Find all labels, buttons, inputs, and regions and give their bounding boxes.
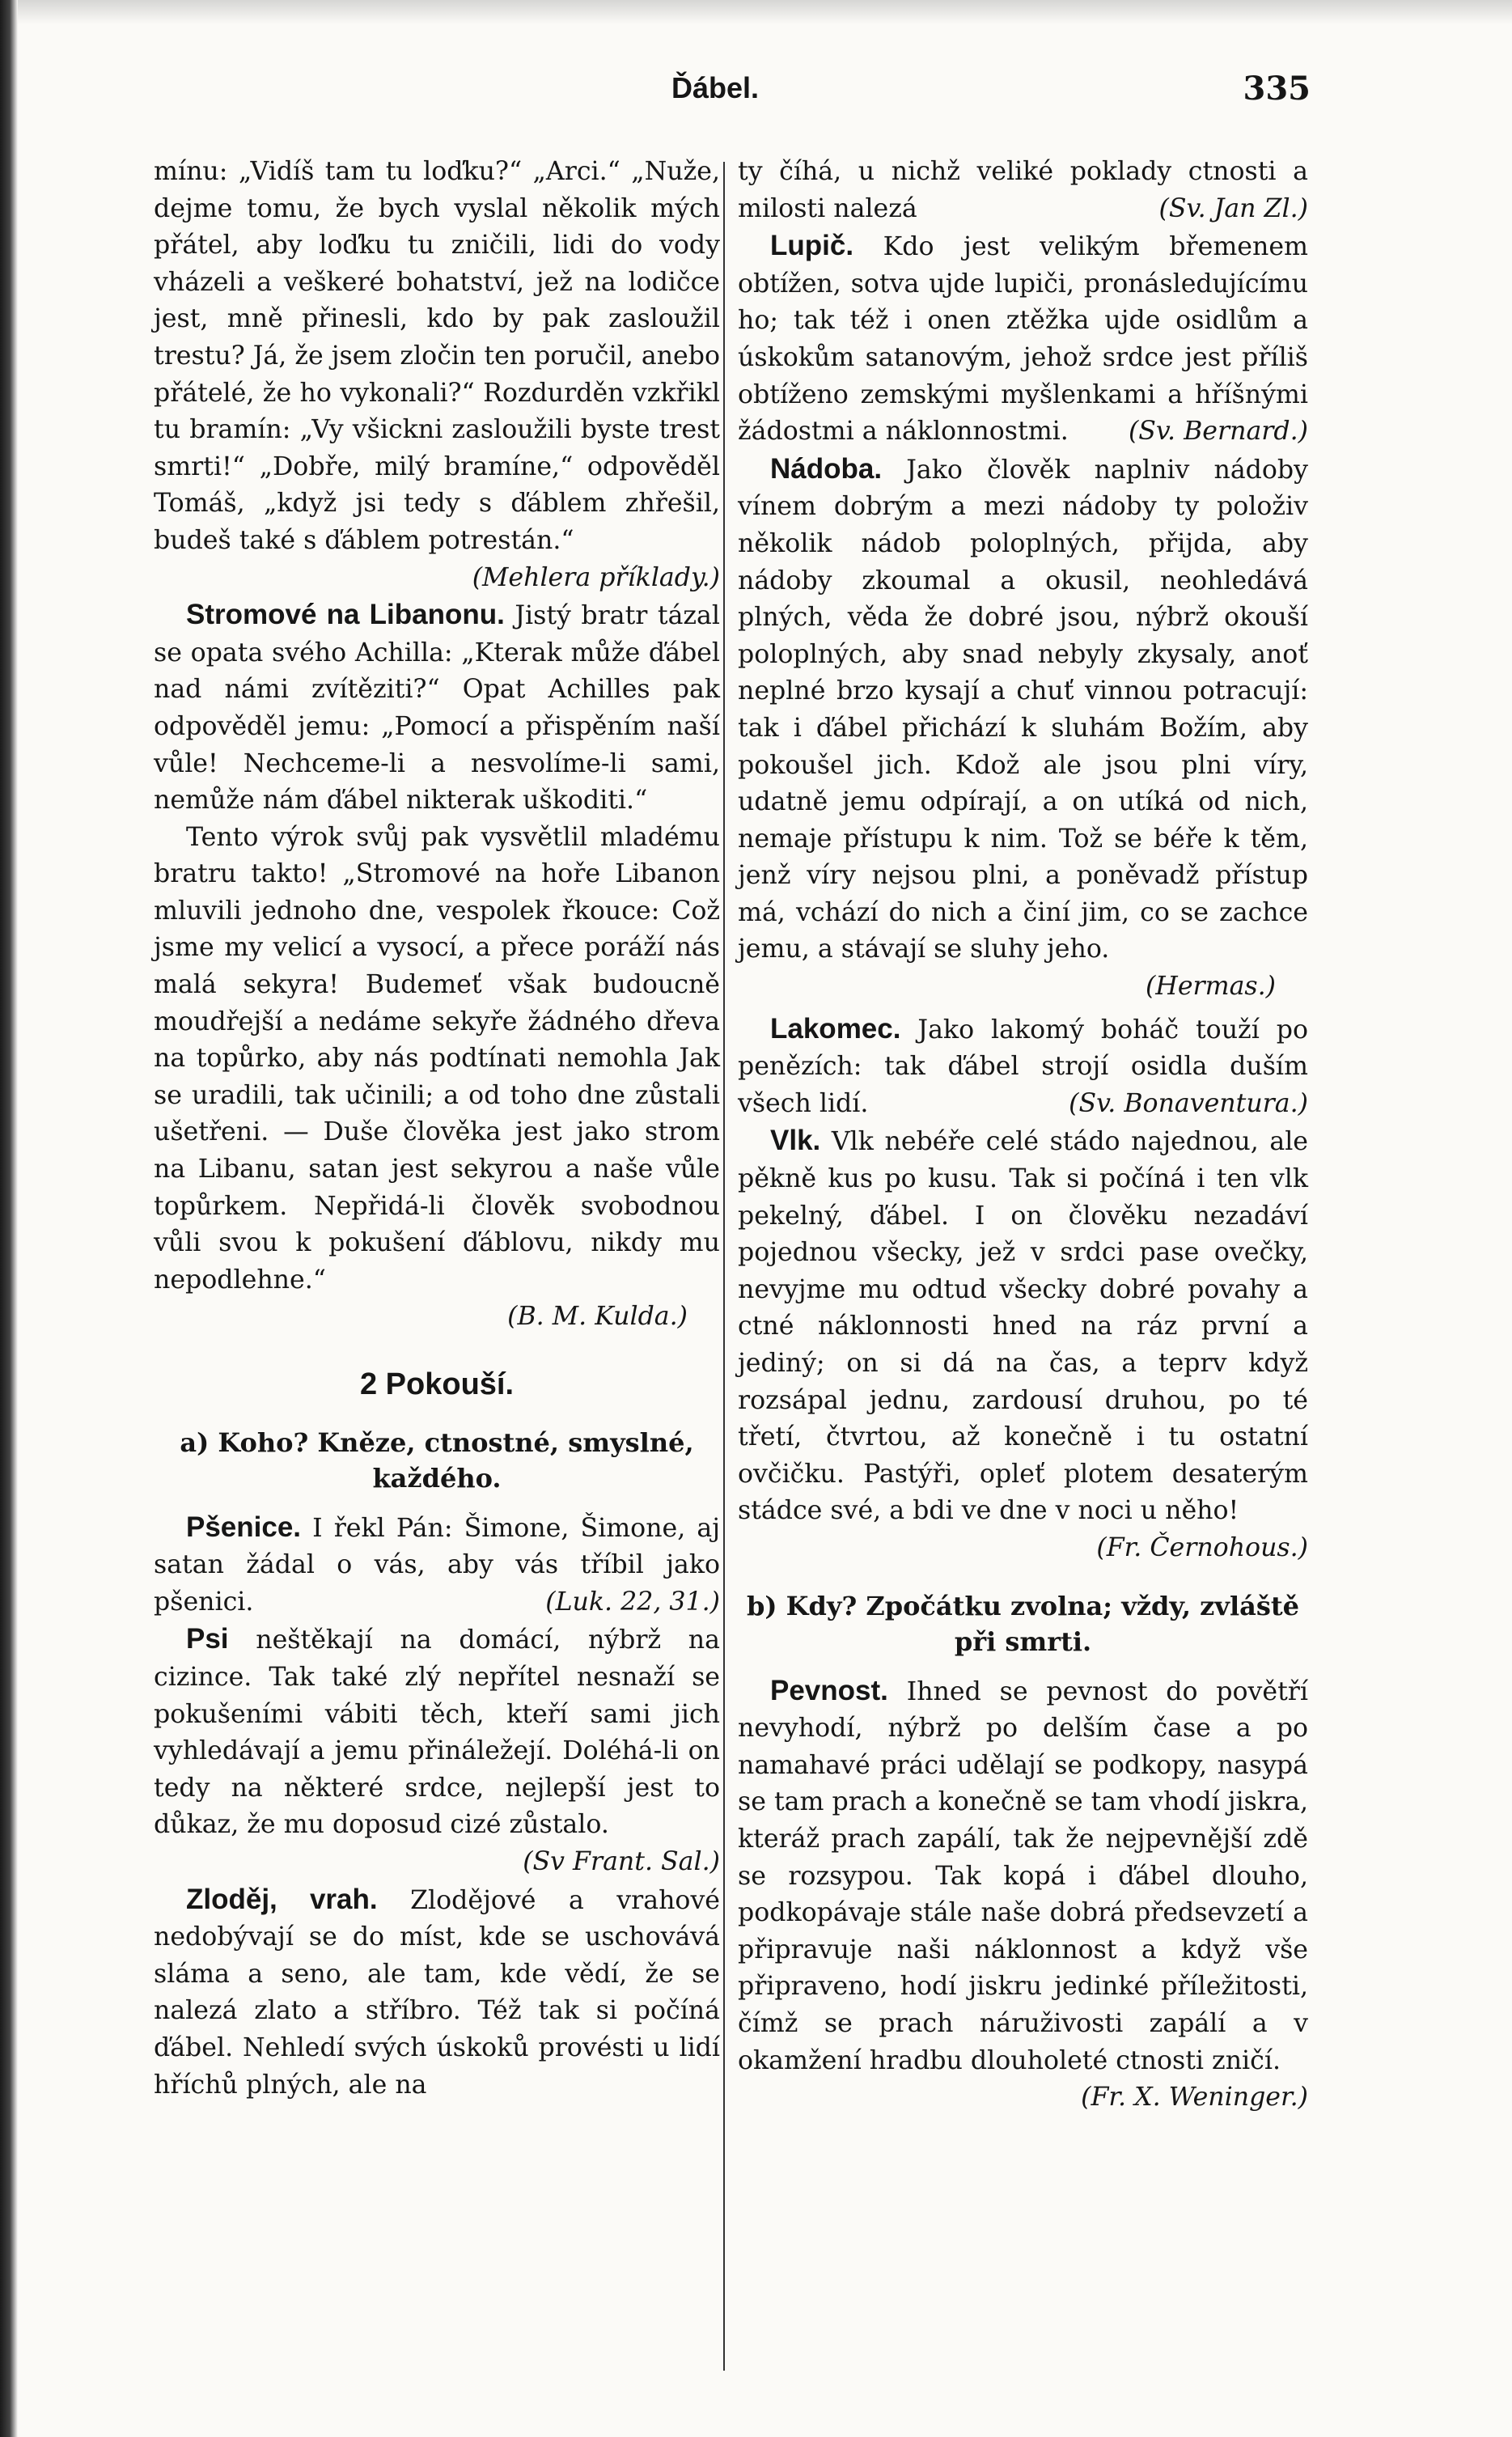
entry-keyword: Psi — [186, 1623, 229, 1655]
source-citation: (B. M. Kulda.) — [507, 1302, 688, 1332]
source-citation: (Luk. 22, 31.) — [545, 1587, 720, 1617]
paragraph-text: Jako člověk naplniv nádoby vínem dobrým a mezi nádoby ty položiv několik nádob poloplných, přijda, aby nádoby zkoumal a okusil, neohledává plných, věda že dobré jsou, nýbrž okouší poloplných, aby snad nebyly zkysaly, anoť neplné brzo kysají a chuť vinnou potracují: tak i ďábel přichází k sluhám Božím, aby pokoušel jich. Kdož ale jsou plni víry, udatně jemu odpírají, a on utíká od nich, nemaje přístupu k nim. Tož se béře k těm, jenž víry nejsou plni, a poněvadž přístup má, vchází do nich a činí jim, co se zachce jemu, a stávají se sluhy jeho. — [738, 455, 1308, 964]
paragraph-wolf — [738, 1122, 1308, 1562]
paragraph-fortress — [738, 1672, 1308, 2113]
paragraph-thief-murderer — [154, 1881, 720, 2104]
column-divider — [723, 162, 725, 2371]
paragraph-text: Kdo jest velikým břemenem obtížen, sotva ujde lupiči, pronásledujícímu ho; tak též i onen ztěžka ujde osidlům a úskokům satanovým, jehož srdce jest příliš obtíženo zemskými myšlenkami a hříšnými žádostmi a náklonnostmi. — [738, 232, 1308, 447]
right-column — [738, 154, 1308, 2117]
entry-keyword: Pšenice. — [186, 1511, 302, 1543]
paragraph-wheat — [154, 1509, 720, 1621]
scan-top-shadow — [0, 0, 1512, 24]
paragraph-miser — [738, 1011, 1308, 1123]
running-head-title: Ďábel. — [671, 71, 760, 104]
entry-keyword: Stromové na Libanonu. — [186, 599, 505, 631]
source-citation: (Fr. X. Weninger.) — [1081, 2083, 1308, 2113]
paragraph-text: Vlk nebéře celé stádo najednou, ale pěkně kus po kusu. Tak si počíná i ten vlk pekelný, ďábel. I on člověku nezadáví pojednou všecky, jež v srdci pase ovečky, nevyjme mu odtud všecky dobré povahy a ctné náklonnosti hned na ráz první a jediný; on si dá na čas, a teprv když rozsápal jednu, zardousí druhou, po té třetí, čtvrtou, až konečně i tu ostatní ovčičku. Pastýři, opleť plotem desaterým stádce své, a bdi ve dne v noci u něho! — [738, 1127, 1308, 1526]
paragraph-vessel — [738, 451, 1308, 968]
entry-keyword: Lakomec. — [770, 1012, 901, 1045]
paragraph-text: Tento výrok svůj pak vysvětlil mladému bratru takto! „Stromové na hoře Libanon mluvili jednoho dne, vespolek řkouce: Což jsme my velicí a vysocí, a přece poráží nás malá sekyra! Budemeť však budoucně moudřejší a nedáme sekyře žádného dřeva na topůrko, aby nás podtínati nemohla Jak se uradili, tak učinili; a od toho dne zůstali ušetřeni. — Duše člověka jest jako strom na Libanu, satan jest sekyrou a naše vůle topůrkem. Nepřidá-li člověk svobodnou vůli svou k pokušení ďáblovu, nikdy mu nepodlehne.“ — [154, 822, 720, 1295]
paragraph-text: Zlodějové a vrahové nedobývají se do míst, kde se uschovává sláma a seno, ale tam, kde vědí, že se nalezá zlato a stříbro. Též tak si počíná ďábel. Nehledí svých úskoků provésti u lidí hříchů plných, ale na — [154, 1885, 720, 2100]
paragraph-text: Ihned se pevnost do povětří nevyhodí, nýbrž po delším čase a po namahavé práci udělají se podkopy, nasypá se tam prach a konečně se tam vhodí jiskra, kteráž prach zapálí, tak že nejpevnější zdě se rozsypou. Tak kopá i ďábel dlouho, podkopávaje stále naše dobrá předsevzetí a připravuje naši náklonnost a když vše připraveno, hodí jiskru jedinké příležitosti, čímž se prach náruživosti zapálí a v okamžení hradbu dlouholeté ctnosti zničí. — [738, 1676, 1308, 2075]
entry-keyword: Pevnost. — [770, 1674, 888, 1706]
paragraph-text: mínu: „Vidíš tam tu loďku?“ „Arci.“ „Nuže, dejme tomu, že bych vyslal několik mých přátel, aby loďku tu zničili, lidi do vody vházeli a veškeré bohatství, jež na lodičce jest, mně přinesli, kdo by pak zasloužil trestu? Já, že jsem zločin ten poručil, anebo přátelé, že ho vykonali?“ Rozdurděn vzkřikl tu bramín: „Vy všickni zasloužili byste trest smrti!“ „Dobře, milý bramíne,“ odpověděl Tomáš, „když jsi tedy s ďáblem zhřešil, budeš také s ďáblem potrestán.“ — [154, 157, 720, 555]
paragraph-robber — [738, 227, 1308, 451]
paragraph-text: Jako lakomý boháč touží po penězích: tak ďábel strojí osidla duším všech lidí. — [738, 1015, 1308, 1118]
source-line — [738, 968, 1308, 1006]
paragraph-text: I řekl Pán: Šimone, Šimone, aj satan žádal o vás, aby vás tříbil jako pšenici. — [154, 1513, 721, 1617]
paragraph-cedars-of-lebanon — [154, 596, 720, 820]
entry-keyword: Lupič. — [770, 230, 854, 262]
paragraph-text: neštěkají na domácí, nýbrž na cizince. Tak také zlý nepřítel nesnaží se pokušeními vábiti těch, kteří sami jich vyhledávají a jemu přináležejí. Doléhá-li on tedy na některé srdce, nejlepší jest to důkaz, že mu doposud cizé zůstalo. — [154, 1625, 720, 1840]
subsection-heading-b: b) Kdy? Zpočátku zvolna; vždy, zvláště při smrti. — [747, 1590, 1299, 1657]
scan-binding-edge — [0, 0, 18, 2437]
running-head — [154, 65, 1311, 113]
source-line — [154, 1299, 720, 1336]
source-citation: (Hermas.) — [1145, 972, 1276, 1002]
paragraph-text: ty číhá, u nichž veliké poklady ctnosti a milosti nalezá — [738, 157, 1308, 223]
entry-keyword: Vlk. — [770, 1125, 821, 1157]
source-citation: (Fr. Černohous.) — [1096, 1532, 1308, 1562]
source-citation: (Sv. Bernard.) — [1128, 417, 1308, 447]
section-heading: 2 Pokouší. — [359, 1367, 515, 1401]
entry-keyword: Nádoba. — [770, 452, 883, 485]
source-citation: (Sv. Jan Zl.) — [1158, 193, 1308, 223]
subsection-heading-a: a) Koho? Kněze, ctnostné, smyslné, každého. — [180, 1426, 694, 1494]
source-citation: (Sv. Bonaventura.) — [1069, 1088, 1308, 1118]
source-citation: (Sv Frant. Sal.) — [523, 1846, 720, 1876]
paragraph-brahmin-story — [154, 154, 720, 592]
paragraph-continuation — [738, 154, 1308, 227]
left-column — [154, 154, 720, 2104]
source-citation: (Mehlera příklady.) — [472, 562, 720, 592]
entry-keyword: Zloděj, vrah. — [186, 1883, 378, 1915]
paragraph-dogs — [154, 1621, 720, 1876]
paragraph-explanation — [154, 820, 720, 1299]
page-number: 335 — [1243, 70, 1311, 108]
paragraph-text: Jistý bratr tázal se opata svého Achilla: „Kterak může ďábel nad námi zvítěziti?“ Opat Achilles pak odpověděl jemu: „Pomocí a přispěním naší vůle! Nechceme-li a nesvolíme-li sami, nemůže nám ďábel nikterak uškoditi.“ — [154, 601, 720, 816]
